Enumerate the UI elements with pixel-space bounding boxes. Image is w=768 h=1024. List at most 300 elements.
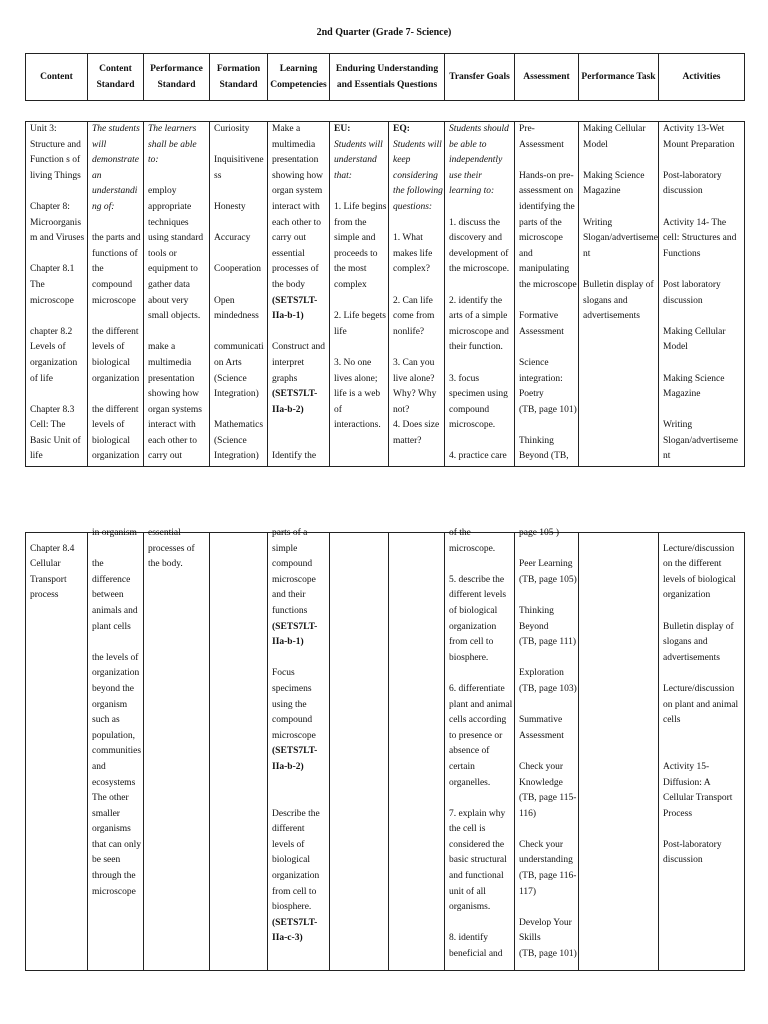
- content-standard-cell: [88, 122, 144, 467]
- cell-line: [583, 200, 655, 216]
- header-enduring-understanding: Enduring Understanding and Essentials Questions: [330, 54, 445, 101]
- formation-standard-cell: [210, 533, 268, 971]
- cell-line: processes of: [148, 543, 195, 554]
- cell-line: organ systems: [148, 404, 202, 415]
- formation-standard-cell: [210, 122, 268, 467]
- cell-line: Activity 13-Wet: [663, 124, 725, 134]
- cell-line: understanding: [519, 855, 573, 866]
- cell-line: Chapter 8.3: [30, 404, 75, 415]
- cell-line: graphs: [272, 373, 298, 384]
- cell-line: (TB, page 111): [519, 637, 577, 648]
- performance-standard-cell: [144, 122, 210, 467]
- cell-line: 2. identify the: [449, 295, 503, 306]
- cell-line: 116): [519, 808, 537, 819]
- cell-line: Levels of: [30, 342, 66, 353]
- cell-line: 4. practice care: [449, 451, 507, 462]
- cell-line: 117): [519, 886, 537, 897]
- cell-line: microscope: [92, 886, 136, 897]
- cell-line: [663, 309, 741, 325]
- cell-line: EU:: [334, 124, 351, 134]
- cell-line: Bulletin display of: [583, 279, 654, 290]
- assessment-cell: [515, 122, 579, 467]
- cell-line: essential: [148, 528, 181, 538]
- cell-line: the: [92, 559, 104, 570]
- cell-line: organization: [92, 373, 140, 384]
- cell-line: using the: [272, 699, 307, 710]
- cell-line: [214, 278, 264, 294]
- cell-line: employ: [148, 186, 177, 197]
- cell-line: compound: [272, 559, 313, 570]
- cell-line: understandi: [92, 186, 138, 197]
- curriculum-table-page1: [25, 121, 745, 467]
- cell-line: m and Viruses: [30, 233, 85, 244]
- cell-line: be seen: [92, 855, 121, 866]
- cell-line: interactions.: [334, 420, 381, 431]
- cell-line: Check your: [519, 839, 564, 850]
- header-content-standard: Content Standard: [88, 54, 144, 101]
- cell-line: functions: [272, 605, 308, 616]
- cell-line: from cell to: [272, 886, 317, 897]
- cell-line: levels of: [92, 342, 125, 353]
- cell-line: microscope: [272, 574, 316, 585]
- cell-line: communities: [92, 746, 142, 757]
- cell-line: Curiosity: [214, 124, 250, 134]
- cell-line: the body: [272, 279, 305, 290]
- cell-line: will: [92, 139, 107, 150]
- cell-line: Accuracy: [214, 233, 251, 244]
- cell-line: 2. Can life: [393, 295, 433, 306]
- cell-line: 3. No one: [334, 357, 372, 368]
- cell-line: such as: [92, 715, 120, 726]
- cell-line: and their: [272, 590, 306, 601]
- cell-line: Formative: [519, 311, 559, 322]
- activities-cell: [659, 122, 745, 467]
- cell-line: that:: [334, 170, 352, 181]
- cell-line: [519, 744, 575, 760]
- cell-line: absence of: [449, 746, 490, 757]
- cell-line: the following: [393, 186, 443, 197]
- cell-line: lives alone;: [334, 373, 378, 384]
- cell-line: different levels: [449, 590, 507, 601]
- cell-line: [272, 776, 326, 792]
- cell-line: biological: [92, 435, 130, 446]
- cell-line: biological: [92, 357, 130, 368]
- cell-line: plant and animal: [449, 699, 513, 710]
- cell-line: [272, 791, 326, 807]
- cell-line: [214, 247, 264, 263]
- cell-line: simple: [272, 543, 298, 554]
- cell-line: levels of: [92, 420, 125, 431]
- cell-line: (TB, page 105): [519, 574, 577, 585]
- cell-line: gather data: [148, 279, 190, 290]
- cell-line: Students will: [393, 139, 442, 150]
- cell-line: Cellular Transport: [663, 793, 733, 804]
- cell-line: Unit 3:: [30, 124, 57, 134]
- performance-task-cell: [579, 122, 659, 467]
- cell-line: [519, 294, 575, 310]
- cell-line: considering: [393, 170, 438, 181]
- cell-line: organization: [92, 451, 140, 462]
- cell-line: organization: [663, 590, 711, 601]
- cell-line: Thinking: [519, 605, 554, 616]
- content-standard-cell: [88, 528, 144, 971]
- cell-line: organelles.: [449, 777, 491, 788]
- cell-line: each other to: [272, 217, 322, 228]
- cell-line: [449, 278, 511, 294]
- cell-line: [583, 262, 655, 278]
- cell-line: (TB, page 115-: [519, 793, 577, 804]
- activities-cell: [659, 533, 745, 971]
- cell-line: techniques: [148, 217, 189, 228]
- cell-line: plant cells: [92, 621, 131, 632]
- cell-line: and: [92, 761, 106, 772]
- cell-line: [663, 729, 741, 745]
- cell-line: of the: [449, 528, 471, 538]
- cell-line: [449, 200, 511, 216]
- cell-line: to:: [148, 155, 159, 166]
- cell-line: (TB, page 116-: [519, 871, 577, 882]
- cell-line: Assessment: [519, 139, 564, 150]
- cell-line: compound: [449, 404, 490, 415]
- cell-line: beneficial and: [449, 949, 503, 960]
- cell-line: Inquisitivene: [214, 155, 264, 166]
- cell-line: difference: [92, 574, 131, 585]
- cell-line: Why? Why: [393, 389, 437, 400]
- learning-competencies-cell: [268, 122, 330, 467]
- cell-line: to presence or: [449, 730, 503, 741]
- cell-line: Making Cellular: [663, 326, 726, 337]
- cell-line: independently: [449, 155, 503, 166]
- cell-line: discussion: [663, 855, 703, 866]
- cell-line: microscope: [519, 233, 563, 244]
- header-row: [26, 54, 745, 101]
- cell-line: microscope and: [449, 326, 509, 337]
- cell-line: on the different: [663, 559, 722, 570]
- cell-line: Bulletin display of: [663, 621, 734, 632]
- cell-line: ng of:: [92, 201, 115, 212]
- cell-line: (SETS7LT-: [272, 746, 318, 757]
- cell-line: the cell is: [449, 824, 486, 835]
- cell-line: Diffusion: A: [663, 777, 711, 788]
- cell-line: of: [334, 404, 342, 415]
- cell-line: 8. identify: [449, 933, 489, 944]
- cell-line: [519, 822, 575, 838]
- cell-line: cells: [663, 715, 681, 726]
- cell-line: carry out: [148, 451, 183, 462]
- cell-line: Basic Unit of: [30, 435, 81, 446]
- cell-line: 3. Can you: [393, 357, 435, 368]
- cell-line: [272, 325, 326, 341]
- cell-line: proceeds to: [334, 248, 378, 259]
- cell-line: page 105 ): [519, 528, 560, 538]
- cell-line: unit of all: [449, 886, 486, 897]
- cell-line: Cooperation: [214, 264, 261, 275]
- cell-line: complex: [334, 279, 367, 290]
- cell-line: organisms.: [449, 902, 491, 913]
- cell-line: [519, 340, 575, 356]
- cell-line: microscope: [92, 295, 136, 306]
- cell-line: The learners: [148, 124, 197, 134]
- cell-line: living Things: [30, 170, 81, 181]
- cell-line: learning to:: [449, 186, 495, 197]
- cell-line: [393, 278, 441, 294]
- learning-competencies-cell: [268, 528, 330, 971]
- cell-line: Identify the: [272, 451, 317, 462]
- cell-line: 7. explain why: [449, 808, 506, 819]
- cell-line: smaller: [92, 808, 120, 819]
- cell-line: 1. Life begins: [334, 201, 387, 212]
- cell-line: makes life: [393, 248, 433, 259]
- cell-line: Chapter 8:: [30, 201, 70, 212]
- document-title: 2nd Quarter (Grade 7- Science): [316, 27, 452, 38]
- cell-line: keep: [393, 155, 411, 166]
- cell-line: the different: [92, 326, 139, 337]
- cell-line: the different: [92, 404, 139, 415]
- cell-line: each other to: [148, 435, 198, 446]
- cell-line: integration:: [519, 373, 563, 384]
- cell-line: slogans and: [583, 295, 628, 306]
- cell-line: simple and: [334, 233, 376, 244]
- cell-line: [449, 791, 511, 807]
- cell-line: the parts and: [92, 233, 141, 244]
- cell-line: biosphere.: [449, 652, 489, 663]
- cell-line: cell: Structures and: [663, 233, 737, 244]
- cell-line: Thinking: [519, 435, 554, 446]
- cell-line: and functional: [449, 871, 504, 882]
- essential-questions-cell: [389, 122, 445, 467]
- cell-line: discussion: [663, 186, 703, 197]
- cell-line: make a: [148, 342, 176, 353]
- header-performance-task: Performance Task: [579, 54, 659, 101]
- cell-line: live alone?: [393, 373, 435, 384]
- cell-line: (Science: [214, 435, 247, 446]
- cell-line: Integration): [214, 389, 259, 400]
- cell-line: (TB, page 101): [519, 949, 577, 960]
- cell-line: organization: [272, 871, 320, 882]
- cell-line: ecosystems: [92, 777, 136, 788]
- cell-line: on Arts: [214, 357, 242, 368]
- cell-line: understand: [334, 155, 377, 166]
- header-activities: Activities: [659, 54, 745, 101]
- cell-line: [449, 666, 511, 682]
- cell-line: advertisements: [583, 311, 640, 322]
- cell-line: organization: [92, 668, 140, 679]
- cell-line: come from: [393, 311, 435, 322]
- cell-line: Construct and: [272, 342, 326, 353]
- cell-line: Honesty: [214, 201, 246, 212]
- cell-line: population,: [92, 730, 136, 741]
- cell-line: presentation: [148, 373, 195, 384]
- assessment-cell: [515, 528, 579, 971]
- cell-line: organ system: [272, 186, 323, 197]
- header-table: [25, 53, 745, 101]
- cell-line: Making Science: [663, 373, 725, 384]
- cell-line: that can only: [92, 839, 142, 850]
- cell-line: life: [334, 326, 347, 337]
- cell-line: discussion: [663, 295, 703, 306]
- cell-line: Writing: [583, 217, 613, 228]
- cell-line: Summative: [519, 715, 563, 726]
- cell-line: Making Cellular: [583, 124, 646, 134]
- cell-line: specimens: [272, 683, 312, 694]
- cell-line: organization: [449, 621, 497, 632]
- cell-line: Peer Learning: [519, 559, 573, 570]
- cell-line: life is a web: [334, 389, 381, 400]
- cell-line: demonstrate: [92, 155, 139, 166]
- cell-line: certain: [449, 761, 475, 772]
- cell-line: specimen using: [449, 389, 508, 400]
- cell-line: Lecture/discussion: [663, 683, 735, 694]
- cell-line: [92, 635, 140, 651]
- cell-line: [393, 216, 441, 232]
- cell-line: carry out: [272, 233, 307, 244]
- cell-line: cells according: [449, 715, 507, 726]
- cell-line: the microscope.: [449, 264, 510, 275]
- cell-line: [663, 744, 741, 760]
- transfer-goals-cell: [445, 122, 515, 467]
- cell-line: Magazine: [583, 186, 621, 197]
- cell-line: Chapter 8.4: [30, 543, 75, 554]
- header-performance-standard: Performance Standard: [144, 54, 210, 101]
- cell-line: levels of biological: [663, 574, 736, 585]
- table-row: [26, 122, 745, 467]
- cell-line: complex?: [393, 264, 430, 275]
- cell-line: between: [92, 590, 124, 601]
- cell-line: microscope.: [449, 543, 496, 554]
- cell-line: [30, 247, 84, 263]
- cell-line: an: [92, 170, 102, 181]
- cell-line: Chapter 8.1: [30, 264, 75, 275]
- cell-line: [583, 153, 655, 169]
- cell-line: [663, 262, 741, 278]
- cell-line: [449, 557, 511, 573]
- cell-line: showing how: [148, 389, 199, 400]
- cell-line: Exploration: [519, 668, 564, 679]
- header-learning-competencies: Learning Competencies: [268, 54, 330, 101]
- cell-line: the microscope: [519, 279, 577, 290]
- cell-line: microscope: [272, 730, 316, 741]
- cell-line: Post laboratory: [663, 279, 721, 290]
- cell-line: IIa-c-3): [272, 933, 303, 944]
- cell-line: Check your: [519, 761, 564, 772]
- cell-line: The students: [92, 124, 140, 134]
- cell-line: Making Science: [583, 170, 645, 181]
- cell-line: microscope: [30, 295, 74, 306]
- header-formation-standard: Formation Standard: [210, 54, 268, 101]
- cell-line: (SETS7LT-: [272, 295, 318, 306]
- cell-line: mindedness: [214, 311, 259, 322]
- cell-line: (TB, page 101): [519, 404, 577, 415]
- cell-line: questions:: [393, 201, 433, 212]
- cell-line: nt: [663, 451, 671, 462]
- cell-line: nt: [583, 248, 591, 259]
- cell-line: [272, 651, 326, 667]
- cell-line: [214, 403, 264, 419]
- cell-line: different: [272, 824, 305, 835]
- cell-line: [519, 418, 575, 434]
- cell-line: [663, 200, 741, 216]
- cell-line: Students should: [449, 124, 509, 134]
- cell-line: Post-laboratory: [663, 170, 722, 181]
- cell-line: showing how: [272, 170, 323, 181]
- cell-line: Magazine: [663, 389, 701, 400]
- cell-line: [519, 588, 575, 604]
- cell-line: 6. differentiate: [449, 683, 505, 694]
- cell-line: interact with: [148, 420, 196, 431]
- cell-line: advertisements: [663, 652, 720, 663]
- cell-line: Microorganis: [30, 217, 82, 228]
- cell-line: [214, 138, 264, 154]
- cell-line: microscope.: [449, 420, 496, 431]
- cell-line: [30, 309, 84, 325]
- cell-line: (SETS7LT-: [272, 917, 318, 928]
- cell-line: 1. What: [393, 233, 423, 244]
- cell-line: organization: [30, 357, 78, 368]
- cell-line: appropriate: [148, 201, 192, 212]
- cell-line: Model: [583, 139, 608, 150]
- cell-line: Beyond: [519, 621, 549, 632]
- cell-line: Transport: [30, 574, 67, 585]
- cell-line: EQ:: [393, 124, 410, 134]
- performance-standard-cell: [144, 528, 210, 971]
- cell-line: Slogan/advertiseme: [663, 435, 738, 446]
- cell-line: (SETS7LT-: [272, 389, 318, 400]
- cell-line: Cell: The: [30, 420, 66, 431]
- cell-line: (Science: [214, 373, 247, 384]
- cell-line: basic structural: [449, 855, 507, 866]
- cell-line: interpret: [272, 357, 305, 368]
- cell-line: Students will: [334, 139, 383, 150]
- cell-line: life: [30, 451, 43, 462]
- cell-line: The: [30, 279, 45, 290]
- cell-line: Functions: [663, 248, 701, 259]
- cell-line: using standard: [148, 233, 204, 244]
- cell-line: parts of the: [519, 217, 562, 228]
- cell-line: [663, 153, 741, 169]
- cell-line: [449, 434, 511, 450]
- cell-line: parts of a: [272, 528, 308, 538]
- cell-line: biological: [272, 855, 310, 866]
- cell-line: Pre-: [519, 124, 535, 134]
- cell-line: [148, 169, 206, 185]
- cell-line: matter?: [393, 435, 422, 446]
- cell-line: [92, 387, 140, 403]
- cell-line: through the: [92, 871, 136, 882]
- cell-line: shall be able: [148, 139, 197, 150]
- cell-line: processes of: [272, 264, 319, 275]
- cell-line: Lecture/discussion: [663, 543, 735, 554]
- cell-line: of biological: [449, 605, 498, 616]
- cell-line: [334, 294, 385, 310]
- cell-line: nonlife?: [393, 326, 425, 337]
- cell-line: 3. focus: [449, 373, 480, 384]
- cell-line: (SETS7LT-: [272, 621, 318, 632]
- cell-line: [663, 822, 741, 838]
- cell-line: Mathematics: [214, 420, 264, 431]
- cell-line: Function s of: [30, 155, 81, 166]
- cell-line: Assessment: [519, 730, 564, 741]
- content-cell: [26, 533, 88, 971]
- cell-line: Activity 14- The: [663, 217, 727, 228]
- cell-line: 1. discuss the: [449, 217, 500, 228]
- cell-line: on plant and animal: [663, 699, 739, 710]
- cell-line: compound: [92, 279, 133, 290]
- cell-line: the levels of: [92, 652, 139, 663]
- cell-line: [334, 184, 385, 200]
- cell-line: Cellular: [30, 559, 61, 570]
- cell-line: [449, 916, 511, 932]
- cell-line: [519, 900, 575, 916]
